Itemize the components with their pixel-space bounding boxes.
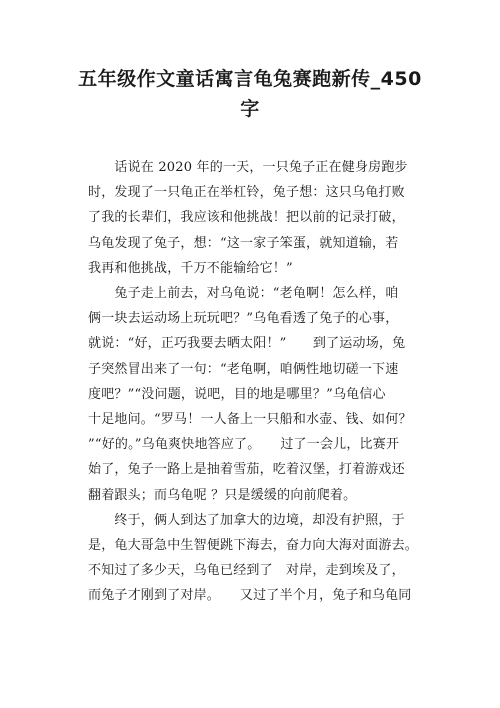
text-line: 时，发现了一只龟正在举杠铃，兔子想：这只乌龟打败 bbox=[88, 185, 405, 201]
text-line: 就说：“好，正巧我要去晒太阳！” 到了运动场，兔 bbox=[88, 336, 406, 352]
text-line: 了我的长辈们，我应该和他挑战！把以前的记录打破， bbox=[88, 210, 405, 226]
text-line: 我再和他挑战，千万不能输给它！” bbox=[88, 260, 293, 276]
text-line: 乌龟发现了兔子，想：“这一家子笨蛋，就知道输，若 bbox=[88, 235, 399, 251]
document-body bbox=[88, 155, 422, 609]
text-line: ”“好的。”乌龟爽快地答应了。 过了一会儿，比赛开 bbox=[88, 437, 400, 453]
text-line: 始了，兔子一路上是抽着雪茄，吃着汉堡，打着游戏还 bbox=[88, 462, 405, 478]
text-line: 翻着跟头；而乌龟呢 ？只是缓缓的向前爬着。 bbox=[88, 487, 357, 503]
text-line: 十足地问。“罗马！一人备上一只船和水壶、钱、如何？ bbox=[88, 412, 412, 428]
text-line: 而兔子才刚到了对岸。 又过了半个月，兔子和乌龟同 bbox=[88, 588, 412, 604]
text-line: 不知过了多少天，乌龟已经到了 对岸，走到埃及了， bbox=[88, 563, 405, 579]
document-title bbox=[60, 64, 440, 124]
title-line-1: 五年级作文童话寓言龟兔赛跑新传_450 bbox=[78, 68, 422, 90]
text-line: 是，龟大哥急中生智便跳下海去，奋力向大海对面游去。 bbox=[88, 538, 419, 554]
text-line: 话说在 2020 年的一天，一只兔子正在健身房跑步 bbox=[88, 160, 408, 175]
text-line: 俩一块去运动场上玩玩吧？”乌龟看透了兔子的心事， bbox=[88, 311, 399, 327]
text-line: 子突然冒出来了一句：“老龟啊，咱俩性地切磋一下速 bbox=[88, 361, 399, 377]
text-line: 终于，俩人到达了加拿大的边境，却没有护照，于 bbox=[88, 512, 405, 528]
text-line: 度吧？”“没问题，说吧，目的地是哪里？”乌龟信心 bbox=[88, 386, 386, 402]
text-line: 兔子走上前去，对乌龟说：“老龟啊！怎么样，咱 bbox=[88, 286, 399, 302]
title-line-2: 字 bbox=[240, 98, 260, 120]
